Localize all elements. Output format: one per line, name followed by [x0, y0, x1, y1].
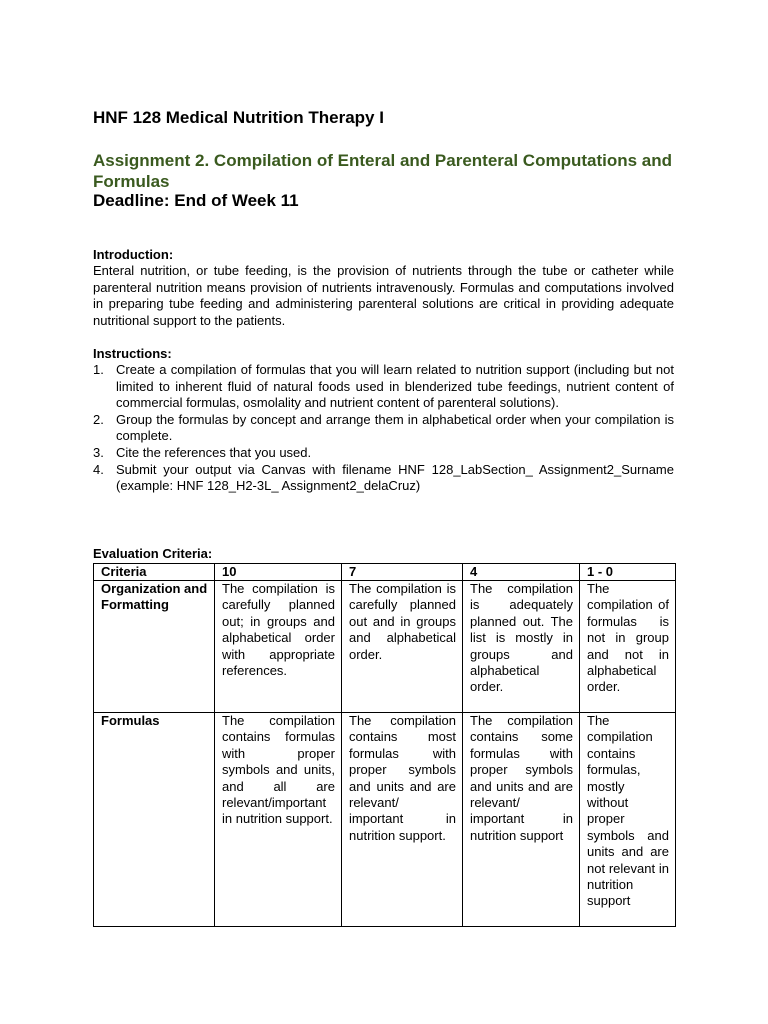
column-header-10: 10 — [215, 564, 342, 581]
column-header-7: 7 — [342, 564, 463, 581]
instruction-number: 1. — [93, 362, 104, 377]
evaluation-rubric-table — [93, 563, 676, 927]
table-row — [94, 581, 676, 713]
score-1-0-cell: The compilation contains formulas, mostly without proper symbols and units and are not relevant in nutrition support — [580, 713, 676, 927]
criteria-cell: Organization and Formatting — [94, 581, 215, 713]
instruction-item — [93, 445, 674, 462]
course-title: HNF 128 Medical Nutrition Therapy I — [93, 108, 384, 127]
evaluation-heading: Evaluation Criteria: — [93, 546, 213, 561]
introduction-text: Enteral nutrition, or tube feeding, is the provision of nutrients through the tube or catheter while parenteral nutrition means provision of nutrients intravenously. Formulas and computations involved in preparing tube feeding and administering parenteral solutions are critical in providing adequate nutritional support to the patients. — [93, 263, 674, 328]
instruction-number: 2. — [93, 411, 104, 427]
score-10-cell: The compilation is carefully planned out; in groups and alphabetical order with appropriate references. — [215, 581, 342, 713]
table-header-row — [94, 564, 676, 581]
instructions-heading: Instructions: — [93, 346, 172, 361]
score-4-cell: The compilation is adequately planned out. The list is mostly in groups and alphabetical order. — [463, 581, 580, 713]
instructions-list — [93, 362, 674, 495]
score-7-cell: The compilation is carefully planned out and in groups and alphabetical order. — [342, 581, 463, 713]
introduction-heading: Introduction: — [93, 247, 174, 262]
instruction-text: Cite the references that you used. — [116, 444, 312, 460]
column-header-criteria: Criteria — [94, 564, 215, 581]
assignment-title: Assignment 2. Compilation of Enteral and Parenteral Computations and Formulas — [93, 151, 673, 191]
instruction-item — [93, 362, 674, 412]
deadline: Deadline: End of Week 11 — [93, 191, 299, 210]
column-header-1-0: 1 - 0 — [580, 564, 676, 581]
column-header-4: 4 — [463, 564, 580, 581]
score-4-cell: The compilation contains some formulas with proper symbols and units and are relevant/ important in nutrition support — [463, 713, 580, 927]
table-row — [94, 713, 676, 927]
score-7-cell: The compilation contains most formulas with proper symbols and units and are relevant/ important in nutrition support. — [342, 713, 463, 927]
instruction-text: Create a compilation of formulas that you will learn related to nutrition support (including but not limited to inherent fluid of natural foods used in blenderized tube feedings, nutrient content of commercial formulas, osmolality and nutrient content of parenteral solutions). — [116, 362, 674, 411]
instruction-number: 3. — [93, 444, 104, 460]
score-10-cell: The compilation contains formulas with proper symbols and units, and all are relevant/important in nutrition support. — [215, 713, 342, 927]
instruction-item — [93, 462, 674, 495]
instruction-text: Group the formulas by concept and arrange them in alphabetical order when your compilation is complete. — [116, 411, 674, 444]
criteria-cell: Formulas — [94, 713, 215, 927]
instruction-text: Submit your output via Canvas with filename HNF 128_LabSection_ Assignment2_Surname (example: HNF 128_H2-3L_ Assignment2_delaCruz) — [116, 461, 674, 494]
instruction-item — [93, 412, 674, 445]
instruction-number: 4. — [93, 461, 104, 477]
score-1-0-cell: The compilation of formulas is not in group and not in alphabetical order. — [580, 581, 676, 713]
